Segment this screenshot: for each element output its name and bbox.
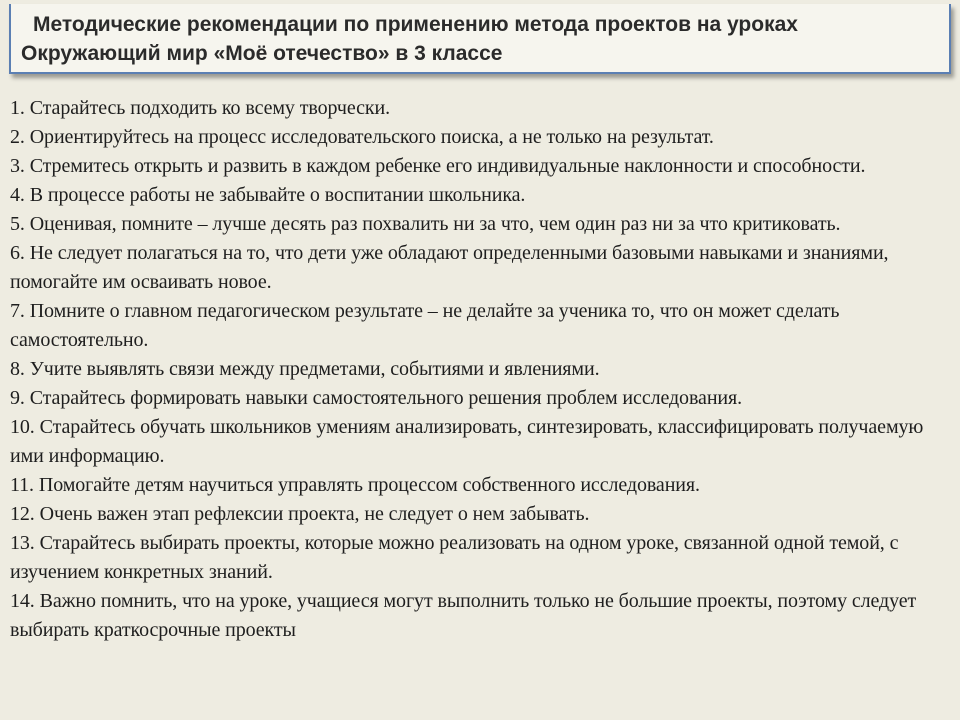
- list-item: 2. Ориентируйтесь на процесс исследовательского поиска, а не только на результат.: [10, 126, 714, 148]
- list-item: 9. Старайтесь формировать навыки самостоятельного решения проблем исследования.: [10, 387, 743, 409]
- slide-title-line-2: Окружающий мир «Моё отечество» в 3 классе: [21, 42, 503, 65]
- list-item: 14. Важно помнить, что на уроке, учащиеся могут выполнить только не большие проекты, поэтому следует выбирать краткосрочные проекты: [10, 590, 917, 641]
- slide-title-box: [9, 4, 951, 74]
- list-item: 6. Не следует полагаться на то, что дети уже обладают определенными базовыми навыками и знаниями, помогайте им осваивать новое.: [10, 242, 889, 293]
- list-item: 11. Помогайте детям научиться управлять процессом собственного исследования.: [10, 474, 700, 496]
- list-item: 13. Старайтесь выбирать проекты, которые можно реализовать на одном уроке, связанной одной темой, с изучением конкретных знаний.: [10, 532, 899, 583]
- list-item: 8. Учите выявлять связи между предметами, событиями и явлениями.: [10, 358, 600, 380]
- list-item: 3. Стремитесь открыть и развить в каждом ребенке его индивидуальные наклонности и способности.: [10, 155, 866, 177]
- list-item: 5. Оценивая, помните – лучше десять раз похвалить ни за что, чем один раз ни за что критиковать.: [10, 213, 841, 235]
- list-item: 7. Помните о главном педагогическом результате – не делайте за ученика то, что он может сделать самостоятельно.: [10, 300, 840, 351]
- recommendations-list: [10, 94, 955, 645]
- list-item: 1. Старайтесь подходить ко всему творчески.: [10, 97, 390, 119]
- list-item: 4. В процессе работы не забывайте о воспитании школьника.: [10, 184, 526, 206]
- list-item: 10. Старайтесь обучать школьников умениям анализировать, синтезировать, классифицировать получаемую ими информацию.: [10, 416, 924, 467]
- list-item: 12. Очень важен этап рефлексии проекта, не следует о нем забывать.: [10, 503, 590, 525]
- slide-title-line-1: Методические рекомендации по применению метода проектов на уроках: [33, 13, 798, 36]
